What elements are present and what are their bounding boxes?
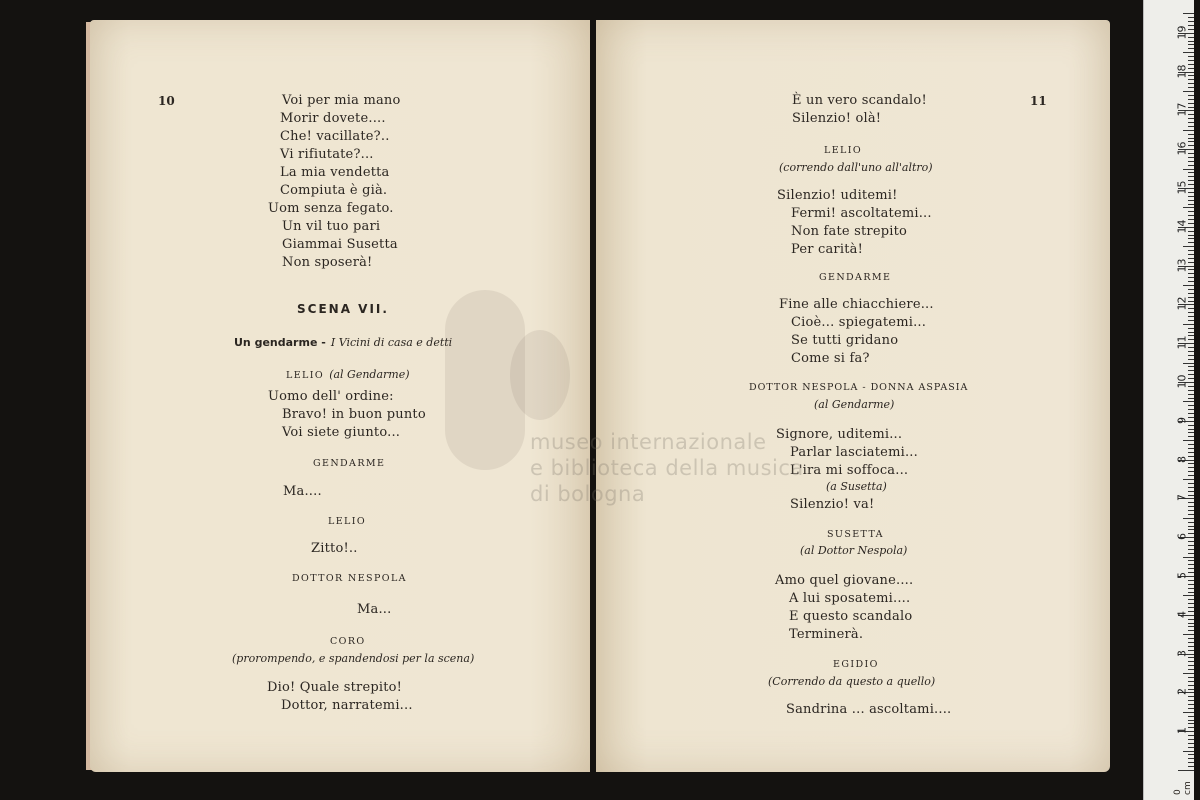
ruler-tick [1188,432,1194,433]
ruler-tick [1188,720,1194,721]
verse-line: Dio! Quale strepito! [267,680,403,695]
ruler-tick [1188,242,1194,243]
ruler-number: 5 [1175,572,1189,579]
ruler-tick [1183,91,1194,92]
speaker-name: DOTTOR NESPOLA - DONNA ASPASIA [749,382,969,393]
ruler-tick [1188,522,1194,523]
ruler-tick [1188,506,1194,507]
ruler-tick [1188,642,1194,643]
speaker-name: CORO [330,636,366,647]
ruler-tick [1188,374,1194,375]
ruler-tick [1188,68,1194,69]
ruler-number: 14 [1175,219,1189,234]
ruler-tick [1188,463,1194,464]
speaker-name: DOTTOR NESPOLA [292,573,407,584]
ruler-number: 17 [1175,102,1189,117]
ruler-tick [1183,595,1194,596]
ruler-tick [1188,584,1194,585]
verse-line: Giammai Susetta [282,237,398,252]
ruler-tick [1188,696,1194,697]
ruler-tick [1183,13,1194,14]
ruler-number: 10 [1175,374,1189,389]
ruler-tick [1188,134,1194,135]
ruler-tick [1188,200,1194,201]
ruler-tick [1183,673,1194,674]
verse-line: Silenzio! uditemi! [777,188,898,203]
ruler-tick [1188,650,1194,651]
verse-line: Vi rifiutate?... [280,147,374,162]
ruler-tick [1188,394,1194,395]
ruler-tick [1188,335,1194,336]
ruler-number: 18 [1175,64,1189,79]
ruler-tick [1183,363,1194,364]
ruler-tick [1188,607,1194,608]
ruler-tick [1183,285,1194,286]
verse-line: A lui sposatemi.... [789,591,911,606]
ruler-number: 15 [1175,180,1189,195]
ruler-tick [1188,526,1194,527]
ruler-tick [1188,370,1194,371]
ruler-tick [1188,41,1194,42]
verse-line: Silenzio! olà! [792,111,882,126]
ruler-number: 2 [1175,688,1189,696]
ruler-number: 9 [1175,416,1189,424]
ruler-tick [1188,161,1194,162]
ruler-tick [1178,770,1194,771]
verse-line: La mia vendetta [280,165,390,180]
verse-line: Amo quel giovane.... [775,573,914,588]
watermark-line: museo internazionale [530,430,767,454]
speaker-heading [286,363,410,382]
ruler-tick [1183,169,1194,170]
ruler-tick [1188,471,1194,472]
verse-line: Uomo dell' ordine: [268,389,394,404]
verse-line: Bravo! in buon punto [282,407,426,422]
ruler-tick [1188,64,1194,65]
ruler-tick [1188,444,1194,445]
speaker-name: LELIO [824,145,863,156]
page-number-right: 11 [1030,94,1047,108]
verse-line: È un vero scandalo! [792,93,927,108]
verse-line: Un vil tuo pari [282,219,381,234]
ruler-tick [1188,141,1194,142]
ruler-tick [1188,549,1194,550]
ruler-tick [1188,704,1194,705]
ruler-tick [1188,754,1194,755]
verse-line: Fine alle chiacchiere... [779,297,934,312]
ruler-tick [1188,118,1194,119]
stage-direction: (Correndo da questo a quello) [768,675,936,688]
ruler-tick [1188,747,1194,748]
ruler-tick [1188,211,1194,212]
ruler-number: 6 [1175,533,1189,541]
ruler-tick [1188,502,1194,503]
ruler-number: 1 [1175,727,1189,735]
ruler-tick [1188,29,1194,30]
ruler-tick [1188,79,1194,80]
ruler-tick [1188,87,1194,88]
ruler-tick [1188,223,1194,224]
ruler-tick [1188,238,1194,239]
ruler-tick [1188,48,1194,49]
ruler-tick [1188,630,1194,631]
ruler-tick [1188,103,1194,104]
ruler-tick [1183,52,1194,53]
stage-direction: (al Gendarme) [814,398,895,411]
ruler-tick [1188,448,1194,449]
ruler-tick [1188,681,1194,682]
ruler-tick [1188,235,1194,236]
ruler-tick [1188,122,1194,123]
ruler-tick [1188,157,1194,158]
ruler-tick [1188,425,1194,426]
scene-cast-others: I Vicini di casa e detti [330,336,453,349]
ruler-tick [1188,316,1194,317]
ruler-tick [1188,301,1194,302]
ruler-tick [1188,669,1194,670]
ruler-tick [1188,735,1194,736]
ruler-tick [1188,592,1194,593]
ruler-tick [1188,564,1194,565]
ruler-number: 13 [1175,258,1189,273]
ruler-tick [1188,219,1194,220]
verse-line: Se tutti gridano [791,333,899,348]
ruler-tick [1188,328,1194,329]
verse-line: Fermi! ascoltatemi... [791,206,932,221]
stage-direction: (prorompendo, e spandendosi per la scena) [232,652,475,665]
speaker-name: GENDARME [313,458,386,469]
ruler-number: 19 [1175,25,1189,40]
ruler-tick [1188,560,1194,561]
ruler-tick [1188,351,1194,352]
ruler-tick [1183,130,1194,131]
verse-line: Signore, uditemi... [776,427,903,442]
ruler-tick [1188,339,1194,340]
ruler-tick [1188,677,1194,678]
measuring-ruler [1143,0,1194,800]
ruler-tick [1188,153,1194,154]
ruler-tick [1188,626,1194,627]
ruler-tick [1188,60,1194,61]
verse-line: Cioè... spiegatemi... [791,315,927,330]
ruler-tick [1188,495,1194,496]
verse-line: Voi per mia mano [282,93,401,108]
scene-cast [234,331,452,350]
verse-line: Parlar lasciatemi... [790,445,918,460]
ruler-tick [1188,646,1194,647]
ruler-tick [1188,138,1194,139]
ruler-tick [1188,545,1194,546]
ruler-tick [1188,192,1194,193]
ruler-tick [1188,716,1194,717]
ruler-tick [1188,359,1194,360]
ruler-tick [1188,17,1194,18]
ruler-tick [1188,390,1194,391]
right-page [596,20,1110,772]
ruler-number: 12 [1175,296,1189,311]
ruler-tick [1188,580,1194,581]
ruler-tick [1188,467,1194,468]
verse-line: Voi siete giunto... [282,425,401,440]
verse-line: Morir dovete.... [280,111,386,126]
ruler-tick [1188,269,1194,270]
ruler-tick [1188,623,1194,624]
verse-line: E questo scandalo [789,609,913,624]
ruler-unit: 0 cm [1173,781,1193,795]
ruler-tick [1188,347,1194,348]
ruler-tick [1183,207,1194,208]
ruler-tick [1183,712,1194,713]
ruler-tick [1188,56,1194,57]
speaker-name: GENDARME [819,272,892,283]
ruler-tick [1188,320,1194,321]
ruler-number: 4 [1175,610,1189,618]
ruler-tick [1188,429,1194,430]
ruler-tick [1188,657,1194,658]
ruler-tick [1183,440,1194,441]
ruler-tick [1188,273,1194,274]
ruler-tick [1188,172,1194,173]
verse-line: Zitto!.. [311,541,358,556]
page-number-left: 10 [158,94,175,108]
ruler-tick [1188,456,1194,457]
ruler-number: 7 [1175,494,1189,502]
ruler-tick [1188,21,1194,22]
ruler-tick [1188,541,1194,542]
stage-direction: (a Susetta) [826,480,887,493]
ruler-tick [1188,293,1194,294]
ruler-tick [1188,355,1194,356]
verse-line: Compiuta è già. [280,183,388,198]
ruler-tick [1188,75,1194,76]
ruler-tick [1188,204,1194,205]
ruler-tick [1188,184,1194,185]
ruler-tick [1188,417,1194,418]
ruler-tick [1188,176,1194,177]
ruler-tick [1188,413,1194,414]
ruler-tick [1188,452,1194,453]
verse-line: Ma... [357,602,392,617]
verse-line: Per carità! [791,242,864,257]
ruler-tick [1188,491,1194,492]
verse-line: Che! vacillate?.. [280,129,390,144]
ruler-tick [1188,277,1194,278]
speaker-name: EGIDIO [833,659,879,670]
ruler-tick [1188,107,1194,108]
ruler-tick [1188,215,1194,216]
ruler-tick [1188,619,1194,620]
ruler-tick [1188,638,1194,639]
ruler-tick [1188,599,1194,600]
ruler-tick [1188,487,1194,488]
ruler-tick [1188,405,1194,406]
watermark-line: di bologna [530,482,646,506]
ruler-tick [1188,436,1194,437]
ruler-tick [1188,289,1194,290]
ruler-tick [1183,557,1194,558]
verse-line: L'ira mi soffoca... [790,463,909,478]
ruler-tick [1188,366,1194,367]
ruler-tick [1188,398,1194,399]
ruler-tick [1188,83,1194,84]
speaker-name: LELIO [286,370,325,381]
ruler-tick [1188,114,1194,115]
ruler-tick [1188,588,1194,589]
ruler-tick [1188,553,1194,554]
ruler-tick [1188,533,1194,534]
ruler-tick [1183,634,1194,635]
ruler-tick [1188,708,1194,709]
verse-line: Uom senza fegato. [268,201,394,216]
ruler-tick [1188,44,1194,45]
ruler-number: 8 [1175,455,1189,463]
ruler-tick [1188,572,1194,573]
ruler-tick [1188,475,1194,476]
ruler-tick [1188,762,1194,763]
ruler-tick [1188,661,1194,662]
ruler-tick [1183,401,1194,402]
ruler-tick [1188,312,1194,313]
stage-direction: (al Gendarme) [329,368,410,381]
ruler-tick [1188,700,1194,701]
watermark-logo-shape [510,330,570,420]
ruler-tick [1188,665,1194,666]
ruler-number: 11 [1175,335,1189,350]
ruler-number: 3 [1175,649,1189,657]
ruler-tick [1188,386,1194,387]
ruler-tick [1188,281,1194,282]
ruler-tick [1188,250,1194,251]
ruler-tick [1188,529,1194,530]
ruler-tick [1183,518,1194,519]
ruler-tick [1188,568,1194,569]
verse-line: Non sposerà! [282,255,373,270]
stage-direction: (al Dottor Nespola) [800,544,908,557]
ruler-tick [1188,297,1194,298]
ruler-tick [1188,126,1194,127]
verse-line: Dottor, narratemi... [281,698,413,713]
ruler-tick [1188,739,1194,740]
ruler-tick [1188,37,1194,38]
speaker-name: LELIO [328,516,367,527]
ruler-tick [1188,99,1194,100]
verse-line: Come si fa? [791,351,870,366]
verse-line: Non fate strepito [791,224,908,239]
ruler-tick [1188,611,1194,612]
ruler-tick [1183,246,1194,247]
ruler-tick [1188,409,1194,410]
ruler-tick [1188,758,1194,759]
scene-cast-role: Un gendarme - [234,336,326,349]
ruler-tick [1188,145,1194,146]
ruler-tick [1188,258,1194,259]
stage-direction: (correndo dall'uno all'altro) [779,161,933,174]
scene-title: SCENA VII. [297,302,389,316]
ruler-tick [1188,231,1194,232]
ruler-tick [1188,95,1194,96]
ruler-tick [1188,603,1194,604]
ruler-tick [1188,743,1194,744]
ruler-tick [1188,483,1194,484]
ruler-tick [1188,308,1194,309]
ruler-tick [1188,514,1194,515]
ruler-tick [1188,254,1194,255]
ruler-tick [1188,332,1194,333]
ruler-tick [1183,751,1194,752]
verse-line: Sandrina ... ascoltami.... [786,702,952,717]
watermark-line: e biblioteca della musica [530,456,804,480]
ruler-tick [1188,685,1194,686]
speaker-name: SUSETTA [827,529,884,540]
ruler-tick [1188,510,1194,511]
ruler-tick [1188,723,1194,724]
ruler-tick [1188,378,1194,379]
verse-line: Ma.... [283,484,322,499]
ruler-tick [1188,165,1194,166]
ruler-tick [1188,262,1194,263]
ruler-tick [1183,324,1194,325]
ruler-tick [1188,727,1194,728]
ruler-number: 16 [1175,141,1189,156]
ruler-tick [1188,689,1194,690]
ruler-tick [1188,766,1194,767]
ruler-tick [1188,196,1194,197]
ruler-tick [1188,25,1194,26]
verse-line: Terminerà. [789,627,864,642]
verse-line: Silenzio! va! [790,497,875,512]
ruler-tick [1183,479,1194,480]
ruler-tick [1188,180,1194,181]
